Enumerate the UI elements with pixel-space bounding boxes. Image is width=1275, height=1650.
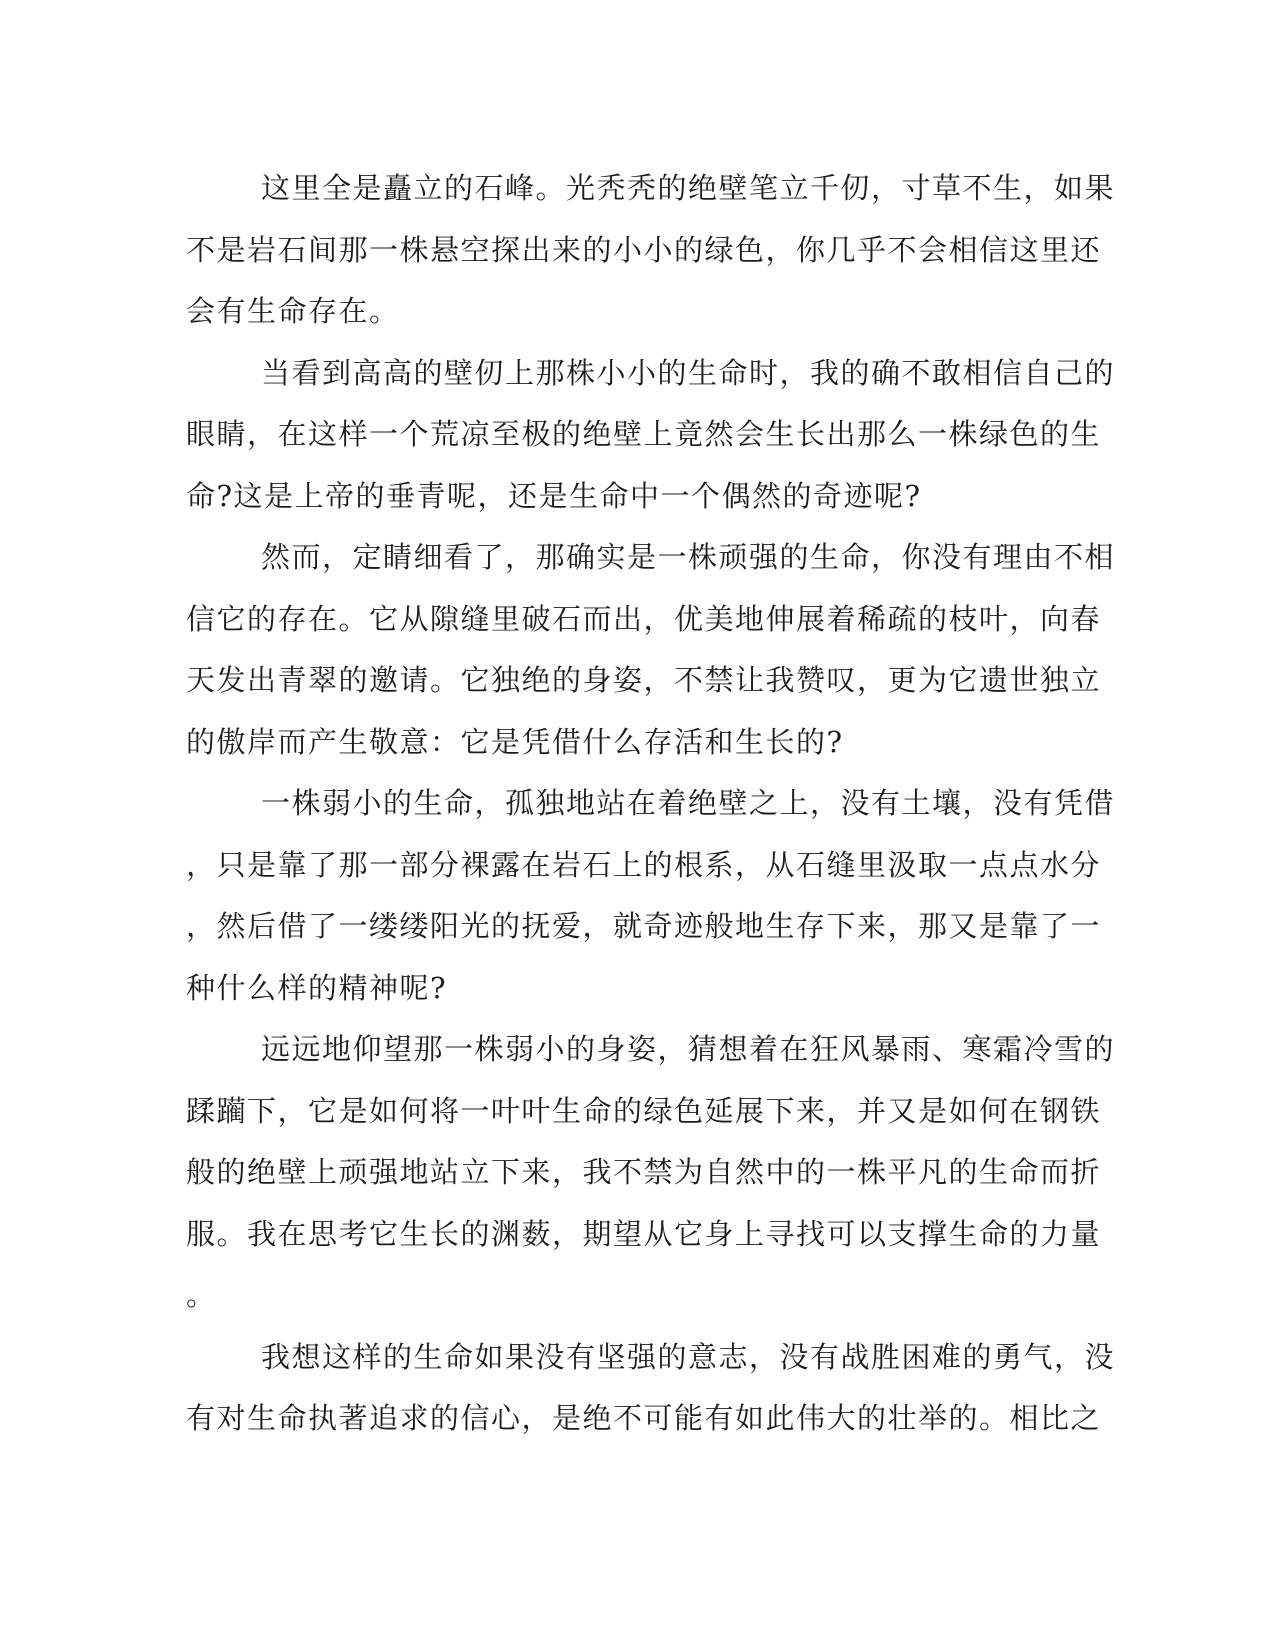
text-line: 然而，定睛细看了，那确实是一株顽强的生命，你没有理由不相 — [261, 540, 1116, 574]
paragraph-1 — [186, 158, 1116, 343]
text-line: 信它的存在。它从隙缝里破石而出，优美地伸展着稀疏的枝叶，向春 — [186, 601, 1102, 636]
text-line: 一株弱小的生命，孤独地站在着绝壁之上，没有土壤，没有凭借 — [261, 786, 1116, 820]
text-line: 远远地仰望那一株弱小的身姿，猜想着在狂风暴雨、寒霜冷雪的 — [261, 1032, 1116, 1066]
text-line: 般的绝壁上顽强地站立下来，我不禁为自然中的一株平凡的生命而折 — [186, 1155, 1102, 1189]
text-line: 天发出青翠的邀请。它独绝的身姿，不禁让我赞叹，更为它遗世独立 — [186, 663, 1102, 697]
text-line: ，只是靠了那一部分裸露在岩石上的根系，从石缝里汲取一点点水分 — [186, 847, 1102, 882]
text-line: 蹂躏下，它是如何将一叶叶生命的绿色延展下来，并又是如何在钢铁 — [186, 1093, 1102, 1128]
text-line: 当看到高高的壁仞上那株小小的生命时，我的确不敢相信自己的 — [261, 355, 1116, 390]
text-line: 会有生命存在。 — [186, 294, 400, 328]
text-line: 种什么样的精神呢? — [186, 970, 448, 1005]
text-line: 服。我在思考它生长的渊薮，期望从它身上寻找可以支撑生命的力量 — [186, 1216, 1102, 1251]
text-line: 我想这样的生命如果没有坚强的意志，没有战胜困难的勇气，没 — [261, 1339, 1116, 1374]
paragraph-2 — [186, 343, 1116, 528]
text-line: 的傲岸而产生敬意：它是凭借什么存活和生长的? — [186, 724, 844, 759]
paragraph-5 — [186, 1019, 1116, 1327]
text-line: ，然后借了一缕缕阳光的抚爱，就奇迹般地生存下来，那又是靠了一 — [186, 909, 1102, 943]
text-line: 这里全是矗立的石峰。光秃秃的绝壁笔立千仞，寸草不生，如果 — [261, 171, 1116, 205]
text-line: 有对生命执著追求的信心，是绝不可能有如此伟大的壮举的。相比之 — [186, 1401, 1102, 1435]
body-text — [186, 158, 1116, 1450]
text-line: 眼睛，在这样一个荒凉至极的绝壁上竟然会生长出那么一株绿色的生 — [186, 417, 1102, 451]
text-line: 。 — [186, 1278, 217, 1312]
paragraph-4 — [186, 773, 1116, 1019]
paragraph-3 — [186, 527, 1116, 773]
text-line: 不是岩石间那一株悬空探出来的小小的绿色，你几乎不会相信这里还 — [186, 232, 1102, 267]
paragraph-6 — [186, 1327, 1116, 1450]
text-line: 命?这是上帝的垂青呢，还是生命中一个偶然的奇迹呢? — [186, 478, 922, 513]
